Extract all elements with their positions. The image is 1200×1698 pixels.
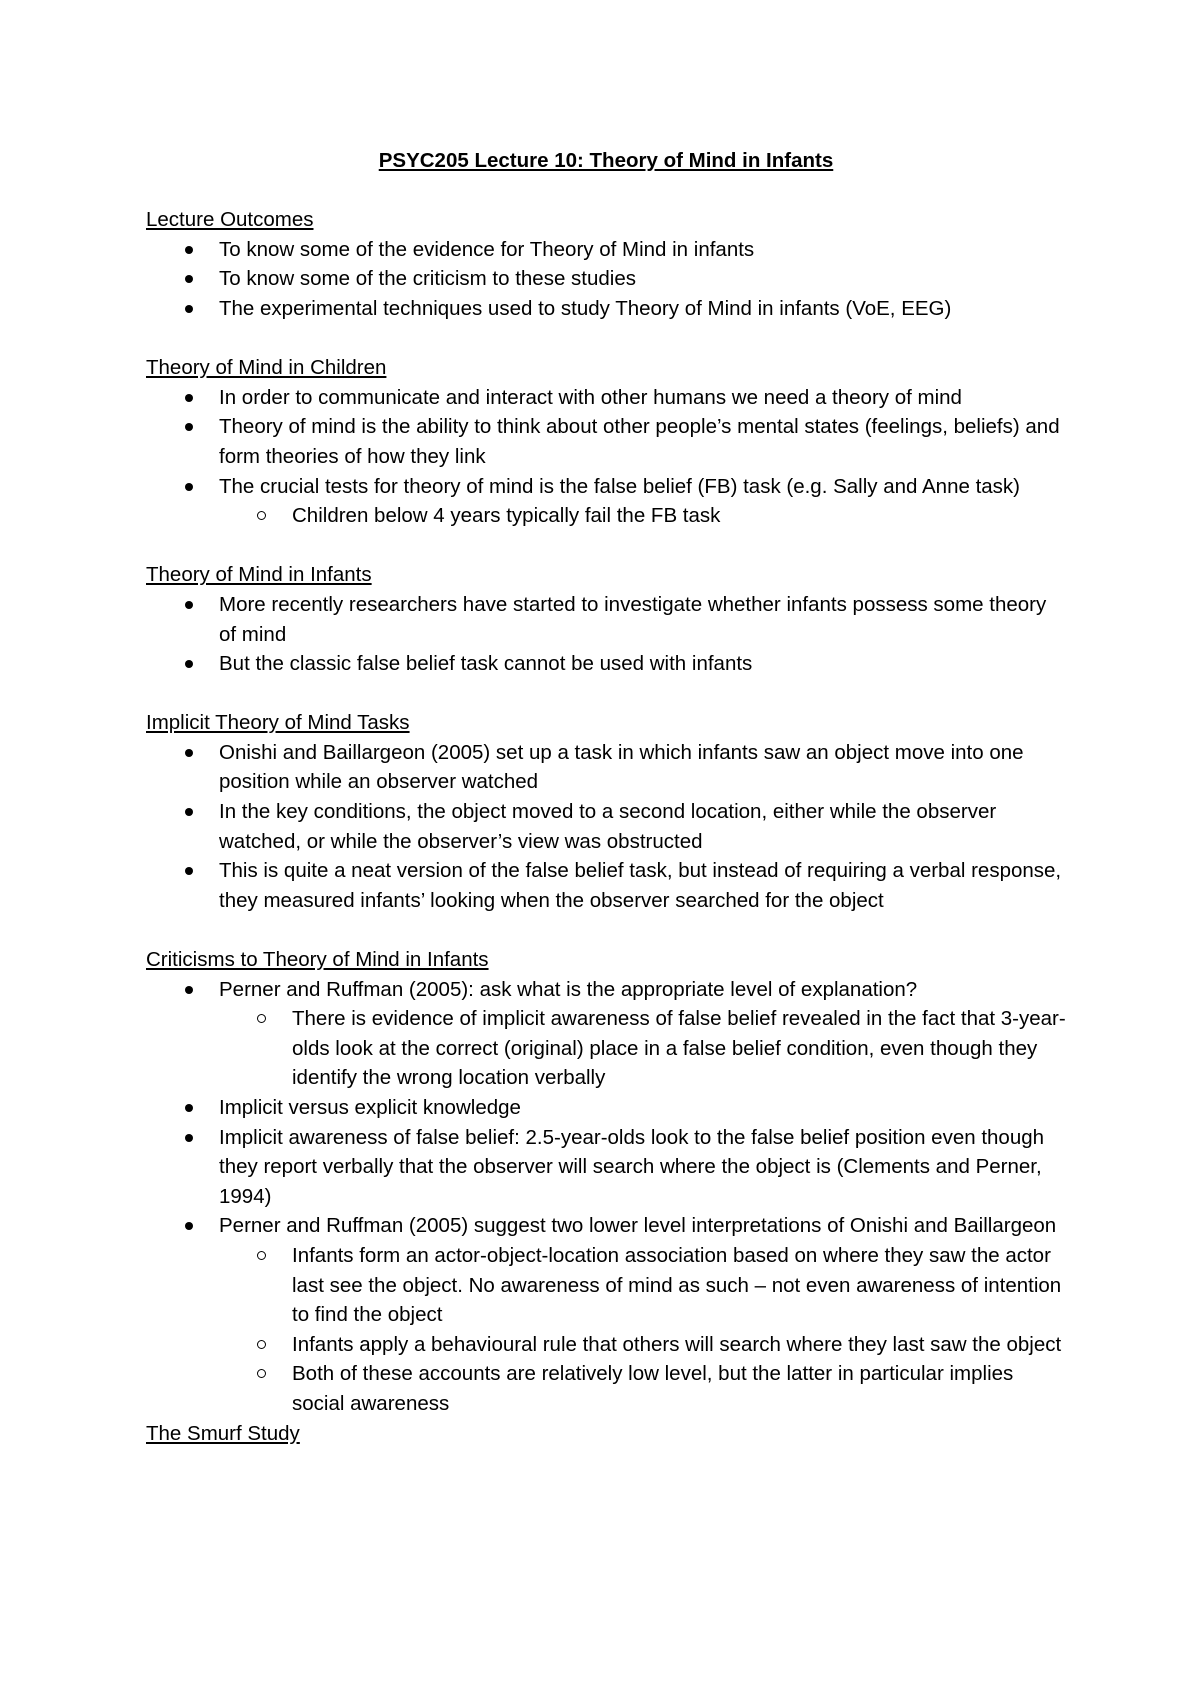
section: [146, 560, 1066, 678]
list-item-text: The crucial tests for theory of mind is the false belief (FB) task (e.g. Sally and Anne task): [219, 474, 1020, 498]
list-item-text: This is quite a neat version of the false belief task, but instead of requiring a verbal response, they measured infants’ looking when the observer searched for the object: [219, 859, 1062, 912]
bullet-dot-icon: [185, 1134, 193, 1142]
sub-list-item-text: Infants apply a behavioural rule that others will search where they last saw the object: [292, 1332, 1062, 1356]
list-item: [146, 383, 1066, 413]
list-item-text: Perner and Ruffman (2005): ask what is the appropriate level of explanation?: [219, 977, 918, 1001]
section: [146, 945, 1066, 1419]
section-heading: Theory of Mind in Infants: [146, 563, 372, 587]
list-item: [146, 472, 1066, 531]
list-item: [146, 1123, 1066, 1212]
list-item: [146, 649, 1066, 679]
list-item: [146, 975, 1066, 1093]
section: [146, 708, 1066, 915]
bullet-dot-icon: [185, 1104, 193, 1112]
section-heading: The Smurf Study: [146, 1421, 300, 1445]
sub-bullet-list: [219, 1004, 1066, 1093]
bullet-dot-icon: [185, 986, 193, 994]
bullet-dot-icon: [185, 483, 193, 491]
sub-list-item: [219, 1004, 1066, 1093]
sub-list-item-text: Infants form an actor-object-location association based on where they saw the actor last see the object. No awareness of mind as such – not even awareness of intention to find the object: [292, 1243, 1062, 1327]
document-body: [146, 146, 1066, 1478]
bullet-circle-icon: [257, 511, 266, 520]
list-item: [146, 797, 1066, 856]
list-item-text: The experimental techniques used to study Theory of Mind in infants (VoE, EEG): [219, 296, 952, 320]
bullet-dot-icon: [185, 1222, 193, 1230]
list-item-text: In order to communicate and interact with other humans we need a theory of mind: [219, 385, 962, 409]
list-item-text: Implicit awareness of false belief: 2.5-year-olds look to the false belief position even though they report verbally that the observer will search where the object is (Clements and Perner, 1994): [219, 1125, 1045, 1208]
list-item: [146, 1093, 1066, 1123]
bullet-list: [146, 590, 1066, 679]
section: [146, 205, 1066, 323]
list-item: [146, 264, 1066, 294]
section-heading: Criticisms to Theory of Mind in Infants: [146, 948, 489, 972]
list-item-text: More recently researchers have started to investigate whether infants possess some theory of mind: [219, 592, 1047, 646]
sub-list-item-text: Children below 4 years typically fail the FB task: [292, 504, 721, 528]
section-heading: Implicit Theory of Mind Tasks: [146, 711, 410, 735]
list-item: [146, 1211, 1066, 1418]
list-item: [146, 294, 1066, 324]
bullet-list: [146, 738, 1066, 916]
list-item-text: But the classic false belief task cannot be used with infants: [219, 652, 753, 676]
sub-list-item: [219, 1330, 1066, 1360]
bullet-circle-icon: [257, 1340, 266, 1349]
bullet-circle-icon: [257, 1014, 266, 1023]
list-item-text: Theory of mind is the ability to think about other people’s mental states (feelings, beliefs) and form theories of how they link: [219, 415, 1060, 468]
bullet-circle-icon: [257, 1369, 266, 1378]
bullet-dot-icon: [185, 275, 193, 283]
section-heading: Theory of Mind in Children: [146, 356, 387, 380]
bullet-dot-icon: [185, 246, 193, 254]
list-item: [146, 235, 1066, 265]
section-heading: Lecture Outcomes: [146, 208, 314, 232]
sub-bullet-list: [219, 1241, 1066, 1419]
list-item-text: In the key conditions, the object moved to a second location, either while the observer watched, or while the observer’s view was obstructed: [219, 800, 997, 853]
bullet-dot-icon: [185, 394, 193, 402]
sub-list-item: [219, 501, 1066, 531]
sub-list-item-text: There is evidence of implicit awareness of false belief revealed in the fact that 3-year-olds look at the correct (original) place in a false belief condition, even though they identify the wrong location verbally: [292, 1007, 1066, 1090]
list-item-text: Onishi and Baillargeon (2005) set up a task in which infants saw an object move into one position while an observer watched: [219, 740, 1024, 794]
list-item: [146, 856, 1066, 915]
sub-list-item-text: Both of these accounts are relatively low level, but the latter in particular implies social awareness: [292, 1362, 1014, 1415]
bullet-dot-icon: [185, 749, 193, 757]
bullet-list: [146, 235, 1066, 324]
bullet-dot-icon: [185, 660, 193, 668]
section: [146, 353, 1066, 531]
sub-bullet-list: [219, 501, 1066, 531]
list-item: [146, 590, 1066, 649]
bullet-dot-icon: [185, 601, 193, 609]
bullet-dot-icon: [185, 808, 193, 816]
list-item: [146, 412, 1066, 471]
list-item-text: To know some of the criticism to these studies: [219, 267, 637, 291]
list-item: [146, 738, 1066, 797]
bullet-dot-icon: [185, 305, 193, 313]
list-item-text: To know some of the evidence for Theory of Mind in infants: [219, 237, 755, 261]
bullet-dot-icon: [185, 867, 193, 875]
sections-container: [146, 205, 1066, 1448]
list-item-text: Implicit versus explicit knowledge: [219, 1096, 521, 1119]
bullet-list: [146, 383, 1066, 531]
list-item-text: Perner and Ruffman (2005) suggest two lower level interpretations of Onishi and Baillargeon: [219, 1214, 1057, 1238]
page-title: PSYC205 Lecture 10: Theory of Mind in Infants: [378, 149, 834, 172]
section: [146, 1419, 1066, 1449]
bullet-circle-icon: [257, 1251, 266, 1260]
bullet-dot-icon: [185, 423, 193, 431]
bullet-list: [146, 975, 1066, 1419]
sub-list-item: [219, 1359, 1066, 1418]
sub-list-item: [219, 1241, 1066, 1330]
